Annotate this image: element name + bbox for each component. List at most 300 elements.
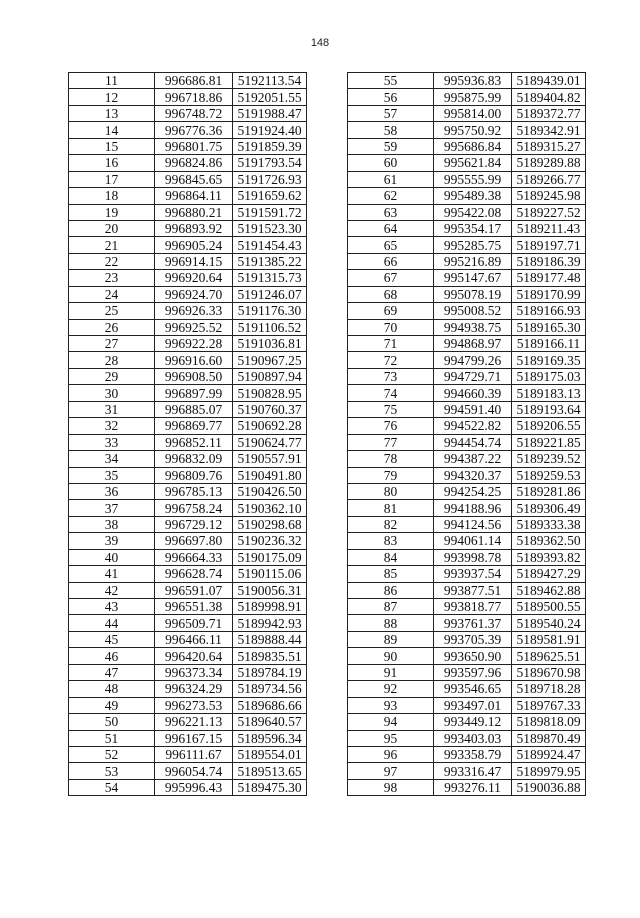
table-row	[348, 319, 586, 335]
y-coordinate-cell: 5189315.27	[512, 138, 586, 154]
point-number-cell: 18	[69, 188, 155, 204]
x-coordinate-cell: 995936.83	[434, 73, 512, 89]
y-coordinate-cell: 5189998.91	[233, 599, 307, 615]
point-number-cell: 39	[69, 533, 155, 549]
point-number-cell: 41	[69, 566, 155, 582]
y-coordinate-cell: 5189165.30	[512, 319, 586, 335]
y-coordinate-cell: 5191385.22	[233, 253, 307, 269]
table-row	[348, 582, 586, 598]
x-coordinate-cell: 996054.74	[155, 763, 233, 779]
y-coordinate-cell: 5190115.06	[233, 566, 307, 582]
table-row	[69, 385, 307, 401]
x-coordinate-cell: 996869.77	[155, 418, 233, 434]
point-number-cell: 60	[348, 155, 434, 171]
x-coordinate-cell: 993497.01	[434, 697, 512, 713]
y-coordinate-cell: 5189540.24	[512, 615, 586, 631]
x-coordinate-cell: 996920.64	[155, 270, 233, 286]
x-coordinate-cell: 995489.38	[434, 188, 512, 204]
y-coordinate-cell: 5190624.77	[233, 434, 307, 450]
y-coordinate-cell: 5190236.32	[233, 533, 307, 549]
point-number-cell: 92	[348, 681, 434, 697]
point-number-cell: 73	[348, 368, 434, 384]
y-coordinate-cell: 5189372.77	[512, 105, 586, 121]
table-row	[69, 779, 307, 795]
table-row	[348, 483, 586, 499]
y-coordinate-cell: 5189197.71	[512, 237, 586, 253]
x-coordinate-cell: 993449.12	[434, 714, 512, 730]
x-coordinate-cell: 996916.60	[155, 352, 233, 368]
point-number-cell: 46	[69, 648, 155, 664]
point-number-cell: 14	[69, 122, 155, 138]
x-coordinate-cell: 996885.07	[155, 401, 233, 417]
point-number-cell: 38	[69, 516, 155, 532]
point-number-cell: 62	[348, 188, 434, 204]
table-row	[69, 500, 307, 516]
point-number-cell: 69	[348, 303, 434, 319]
point-number-cell: 82	[348, 516, 434, 532]
y-coordinate-cell: 5189718.28	[512, 681, 586, 697]
x-coordinate-cell: 994660.39	[434, 385, 512, 401]
point-number-cell: 13	[69, 105, 155, 121]
point-number-cell: 25	[69, 303, 155, 319]
table-row	[348, 467, 586, 483]
y-coordinate-cell: 5189362.50	[512, 533, 586, 549]
table-row	[348, 648, 586, 664]
point-number-cell: 57	[348, 105, 434, 121]
point-number-cell: 66	[348, 253, 434, 269]
y-coordinate-cell: 5191988.47	[233, 105, 307, 121]
y-coordinate-cell: 5189784.19	[233, 664, 307, 680]
point-number-cell: 98	[348, 779, 434, 795]
point-number-cell: 89	[348, 631, 434, 647]
y-coordinate-cell: 5189686.66	[233, 697, 307, 713]
y-coordinate-cell: 5191315.73	[233, 270, 307, 286]
table-row	[69, 73, 307, 89]
x-coordinate-cell: 996776.36	[155, 122, 233, 138]
y-coordinate-cell: 5191523.30	[233, 220, 307, 236]
point-number-cell: 40	[69, 549, 155, 565]
x-coordinate-cell: 993316.47	[434, 763, 512, 779]
point-number-cell: 50	[69, 714, 155, 730]
x-coordinate-cell: 993597.96	[434, 664, 512, 680]
point-number-cell: 22	[69, 253, 155, 269]
point-number-cell: 94	[348, 714, 434, 730]
table-row	[69, 483, 307, 499]
point-number-cell: 47	[69, 664, 155, 680]
table-row	[348, 533, 586, 549]
point-number-cell: 95	[348, 730, 434, 746]
point-number-cell: 72	[348, 352, 434, 368]
point-number-cell: 80	[348, 483, 434, 499]
y-coordinate-cell: 5191859.39	[233, 138, 307, 154]
y-coordinate-cell: 5189404.82	[512, 89, 586, 105]
y-coordinate-cell: 5189342.91	[512, 122, 586, 138]
table-row	[348, 352, 586, 368]
x-coordinate-cell: 994591.40	[434, 401, 512, 417]
table-row	[348, 434, 586, 450]
x-coordinate-cell: 994522.82	[434, 418, 512, 434]
table-row	[348, 549, 586, 565]
x-coordinate-cell: 996922.28	[155, 336, 233, 352]
y-coordinate-cell: 5189289.88	[512, 155, 586, 171]
point-number-cell: 68	[348, 286, 434, 302]
y-coordinate-cell: 5189427.29	[512, 566, 586, 582]
table-row	[69, 697, 307, 713]
table-row	[69, 730, 307, 746]
table-row	[69, 171, 307, 187]
point-number-cell: 88	[348, 615, 434, 631]
point-number-cell: 42	[69, 582, 155, 598]
x-coordinate-cell: 996908.50	[155, 368, 233, 384]
x-coordinate-cell: 996824.86	[155, 155, 233, 171]
point-number-cell: 78	[348, 451, 434, 467]
table-row	[348, 714, 586, 730]
y-coordinate-cell: 5189767.33	[512, 697, 586, 713]
y-coordinate-cell: 5190557.91	[233, 451, 307, 467]
y-coordinate-cell: 5189170.99	[512, 286, 586, 302]
x-coordinate-cell: 996697.80	[155, 533, 233, 549]
y-coordinate-cell: 5190967.25	[233, 352, 307, 368]
table-row	[69, 188, 307, 204]
table-row	[348, 155, 586, 171]
table-row	[348, 631, 586, 647]
point-number-cell: 53	[69, 763, 155, 779]
x-coordinate-cell: 996845.65	[155, 171, 233, 187]
y-coordinate-cell: 5189166.93	[512, 303, 586, 319]
table-row	[69, 582, 307, 598]
point-number-cell: 16	[69, 155, 155, 171]
table-row	[348, 73, 586, 89]
x-coordinate-cell: 996801.75	[155, 138, 233, 154]
table-row	[69, 138, 307, 154]
y-coordinate-cell: 5189166.11	[512, 336, 586, 352]
table-row	[69, 549, 307, 565]
x-coordinate-cell: 995147.67	[434, 270, 512, 286]
point-number-cell: 21	[69, 237, 155, 253]
point-number-cell: 90	[348, 648, 434, 664]
table-row	[69, 352, 307, 368]
x-coordinate-cell: 996832.09	[155, 451, 233, 467]
y-coordinate-cell: 5189183.13	[512, 385, 586, 401]
table-row	[69, 303, 307, 319]
x-coordinate-cell: 994938.75	[434, 319, 512, 335]
x-coordinate-cell: 996664.33	[155, 549, 233, 565]
point-number-cell: 48	[69, 681, 155, 697]
point-number-cell: 33	[69, 434, 155, 450]
point-number-cell: 63	[348, 204, 434, 220]
y-coordinate-cell: 5192113.54	[233, 73, 307, 89]
point-number-cell: 12	[69, 89, 155, 105]
y-coordinate-cell: 5189186.39	[512, 253, 586, 269]
x-coordinate-cell: 994387.22	[434, 451, 512, 467]
table-row	[69, 220, 307, 236]
x-coordinate-cell: 993998.78	[434, 549, 512, 565]
point-number-cell: 23	[69, 270, 155, 286]
point-number-cell: 83	[348, 533, 434, 549]
point-number-cell: 93	[348, 697, 434, 713]
point-number-cell: 67	[348, 270, 434, 286]
x-coordinate-cell: 995814.00	[434, 105, 512, 121]
y-coordinate-cell: 5190056.31	[233, 582, 307, 598]
x-coordinate-cell: 994061.14	[434, 533, 512, 549]
y-coordinate-cell: 5189169.35	[512, 352, 586, 368]
y-coordinate-cell: 5189227.52	[512, 204, 586, 220]
x-coordinate-cell: 996864.11	[155, 188, 233, 204]
point-number-cell: 34	[69, 451, 155, 467]
point-number-cell: 86	[348, 582, 434, 598]
x-coordinate-cell: 996748.72	[155, 105, 233, 121]
x-coordinate-cell: 996718.86	[155, 89, 233, 105]
x-coordinate-cell: 996591.07	[155, 582, 233, 598]
table-row	[348, 253, 586, 269]
y-coordinate-cell: 5189193.64	[512, 401, 586, 417]
y-coordinate-cell: 5189211.43	[512, 220, 586, 236]
x-coordinate-cell: 993650.90	[434, 648, 512, 664]
table-row	[348, 105, 586, 121]
table-row	[348, 664, 586, 680]
point-number-cell: 11	[69, 73, 155, 89]
x-coordinate-cell: 993546.65	[434, 681, 512, 697]
table-row	[69, 451, 307, 467]
x-coordinate-cell: 994254.25	[434, 483, 512, 499]
x-coordinate-cell: 996420.64	[155, 648, 233, 664]
point-number-cell: 59	[348, 138, 434, 154]
point-number-cell: 77	[348, 434, 434, 450]
table-row	[348, 89, 586, 105]
point-number-cell: 97	[348, 763, 434, 779]
table-row	[348, 336, 586, 352]
y-coordinate-cell: 5189581.91	[512, 631, 586, 647]
y-coordinate-cell: 5189393.82	[512, 549, 586, 565]
x-coordinate-cell: 993705.39	[434, 631, 512, 647]
table-row	[69, 516, 307, 532]
point-number-cell: 54	[69, 779, 155, 795]
table-row	[348, 286, 586, 302]
x-coordinate-cell: 996729.12	[155, 516, 233, 532]
point-number-cell: 76	[348, 418, 434, 434]
point-number-cell: 44	[69, 615, 155, 631]
point-number-cell: 17	[69, 171, 155, 187]
x-coordinate-cell: 996221.13	[155, 714, 233, 730]
point-number-cell: 43	[69, 599, 155, 615]
x-coordinate-cell: 993818.77	[434, 599, 512, 615]
point-number-cell: 36	[69, 483, 155, 499]
x-coordinate-cell: 996466.11	[155, 631, 233, 647]
x-coordinate-cell: 994729.71	[434, 368, 512, 384]
table-row	[348, 566, 586, 582]
table-row	[348, 171, 586, 187]
table-row	[348, 681, 586, 697]
x-coordinate-cell: 996897.99	[155, 385, 233, 401]
point-number-cell: 30	[69, 385, 155, 401]
table-row	[348, 516, 586, 532]
table-row	[69, 467, 307, 483]
table-row	[69, 122, 307, 138]
x-coordinate-cell: 995621.84	[434, 155, 512, 171]
table-row	[348, 615, 586, 631]
y-coordinate-cell: 5190036.88	[512, 779, 586, 795]
y-coordinate-cell: 5189500.55	[512, 599, 586, 615]
point-number-cell: 52	[69, 746, 155, 762]
y-coordinate-cell: 5189175.03	[512, 368, 586, 384]
x-coordinate-cell: 996758.24	[155, 500, 233, 516]
x-coordinate-cell: 996809.76	[155, 467, 233, 483]
point-number-cell: 70	[348, 319, 434, 335]
x-coordinate-cell: 996509.71	[155, 615, 233, 631]
y-coordinate-cell: 5190760.37	[233, 401, 307, 417]
x-coordinate-cell: 995996.43	[155, 779, 233, 795]
table-row	[348, 122, 586, 138]
y-coordinate-cell: 5189266.77	[512, 171, 586, 187]
x-coordinate-cell: 995078.19	[434, 286, 512, 302]
table-row	[69, 105, 307, 121]
y-coordinate-cell: 5189640.57	[233, 714, 307, 730]
x-coordinate-cell: 993358.79	[434, 746, 512, 762]
y-coordinate-cell: 5190362.10	[233, 500, 307, 516]
x-coordinate-cell: 995354.17	[434, 220, 512, 236]
page-number: 148	[310, 37, 330, 49]
y-coordinate-cell: 5189888.44	[233, 631, 307, 647]
point-number-cell: 71	[348, 336, 434, 352]
y-coordinate-cell: 5190426.50	[233, 483, 307, 499]
y-coordinate-cell: 5189625.51	[512, 648, 586, 664]
y-coordinate-cell: 5191036.81	[233, 336, 307, 352]
table-row	[348, 270, 586, 286]
y-coordinate-cell: 5191726.93	[233, 171, 307, 187]
point-number-cell: 61	[348, 171, 434, 187]
point-number-cell: 51	[69, 730, 155, 746]
point-number-cell: 20	[69, 220, 155, 236]
x-coordinate-cell: 996167.15	[155, 730, 233, 746]
x-coordinate-cell: 996852.11	[155, 434, 233, 450]
coordinates-table-right	[347, 72, 586, 796]
table-row	[348, 401, 586, 417]
x-coordinate-cell: 995285.75	[434, 237, 512, 253]
x-coordinate-cell: 995008.52	[434, 303, 512, 319]
table-row	[348, 451, 586, 467]
x-coordinate-cell: 996628.74	[155, 566, 233, 582]
point-number-cell: 32	[69, 418, 155, 434]
table-row	[69, 533, 307, 549]
y-coordinate-cell: 5189306.49	[512, 500, 586, 516]
y-coordinate-cell: 5189221.85	[512, 434, 586, 450]
x-coordinate-cell: 994454.74	[434, 434, 512, 450]
table-row	[69, 286, 307, 302]
y-coordinate-cell: 5191106.52	[233, 319, 307, 335]
point-number-cell: 28	[69, 352, 155, 368]
table-row	[69, 253, 307, 269]
x-coordinate-cell: 996924.70	[155, 286, 233, 302]
y-coordinate-cell: 5189924.47	[512, 746, 586, 762]
table-row	[69, 615, 307, 631]
table-row	[348, 368, 586, 384]
table-row	[69, 681, 307, 697]
point-number-cell: 65	[348, 237, 434, 253]
y-coordinate-cell: 5189670.98	[512, 664, 586, 680]
y-coordinate-cell: 5189870.49	[512, 730, 586, 746]
x-coordinate-cell: 994799.26	[434, 352, 512, 368]
x-coordinate-cell: 993403.03	[434, 730, 512, 746]
table-row	[348, 779, 586, 795]
table-row	[348, 220, 586, 236]
table-row	[69, 714, 307, 730]
point-number-cell: 19	[69, 204, 155, 220]
y-coordinate-cell: 5189462.88	[512, 582, 586, 598]
x-coordinate-cell: 996925.52	[155, 319, 233, 335]
point-number-cell: 85	[348, 566, 434, 582]
coordinates-table-left	[68, 72, 307, 796]
x-coordinate-cell: 995216.89	[434, 253, 512, 269]
y-coordinate-cell: 5189333.38	[512, 516, 586, 532]
y-coordinate-cell: 5191793.54	[233, 155, 307, 171]
x-coordinate-cell: 996893.92	[155, 220, 233, 236]
x-coordinate-cell: 994124.56	[434, 516, 512, 532]
y-coordinate-cell: 5189177.48	[512, 270, 586, 286]
y-coordinate-cell: 5191176.30	[233, 303, 307, 319]
y-coordinate-cell: 5191454.43	[233, 237, 307, 253]
x-coordinate-cell: 996686.81	[155, 73, 233, 89]
table-row	[348, 204, 586, 220]
y-coordinate-cell: 5190298.68	[233, 516, 307, 532]
table-row	[348, 730, 586, 746]
table-row	[348, 418, 586, 434]
point-number-cell: 37	[69, 500, 155, 516]
x-coordinate-cell: 995686.84	[434, 138, 512, 154]
x-coordinate-cell: 996926.33	[155, 303, 233, 319]
y-coordinate-cell: 5190175.09	[233, 549, 307, 565]
table-row	[348, 500, 586, 516]
x-coordinate-cell: 995555.99	[434, 171, 512, 187]
y-coordinate-cell: 5189554.01	[233, 746, 307, 762]
x-coordinate-cell: 993761.37	[434, 615, 512, 631]
point-number-cell: 91	[348, 664, 434, 680]
point-number-cell: 79	[348, 467, 434, 483]
y-coordinate-cell: 5189942.93	[233, 615, 307, 631]
table-row	[69, 319, 307, 335]
x-coordinate-cell: 996914.15	[155, 253, 233, 269]
table-row	[69, 204, 307, 220]
x-coordinate-cell: 996905.24	[155, 237, 233, 253]
y-coordinate-cell: 5189245.98	[512, 188, 586, 204]
table-row	[69, 434, 307, 450]
table-row	[348, 599, 586, 615]
x-coordinate-cell: 996880.21	[155, 204, 233, 220]
y-coordinate-cell: 5190897.94	[233, 368, 307, 384]
table-row	[69, 664, 307, 680]
y-coordinate-cell: 5189439.01	[512, 73, 586, 89]
table-row	[348, 763, 586, 779]
point-number-cell: 31	[69, 401, 155, 417]
table-row	[69, 566, 307, 582]
point-number-cell: 24	[69, 286, 155, 302]
table-row	[348, 697, 586, 713]
x-coordinate-cell: 995750.92	[434, 122, 512, 138]
y-coordinate-cell: 5191924.40	[233, 122, 307, 138]
table-row	[69, 599, 307, 615]
table-row	[69, 237, 307, 253]
point-number-cell: 87	[348, 599, 434, 615]
point-number-cell: 45	[69, 631, 155, 647]
point-number-cell: 81	[348, 500, 434, 516]
y-coordinate-cell: 5189259.53	[512, 467, 586, 483]
x-coordinate-cell: 994868.97	[434, 336, 512, 352]
y-coordinate-cell: 5189239.52	[512, 451, 586, 467]
x-coordinate-cell: 996551.38	[155, 599, 233, 615]
x-coordinate-cell: 996373.34	[155, 664, 233, 680]
point-number-cell: 84	[348, 549, 434, 565]
y-coordinate-cell: 5189475.30	[233, 779, 307, 795]
x-coordinate-cell: 994188.96	[434, 500, 512, 516]
